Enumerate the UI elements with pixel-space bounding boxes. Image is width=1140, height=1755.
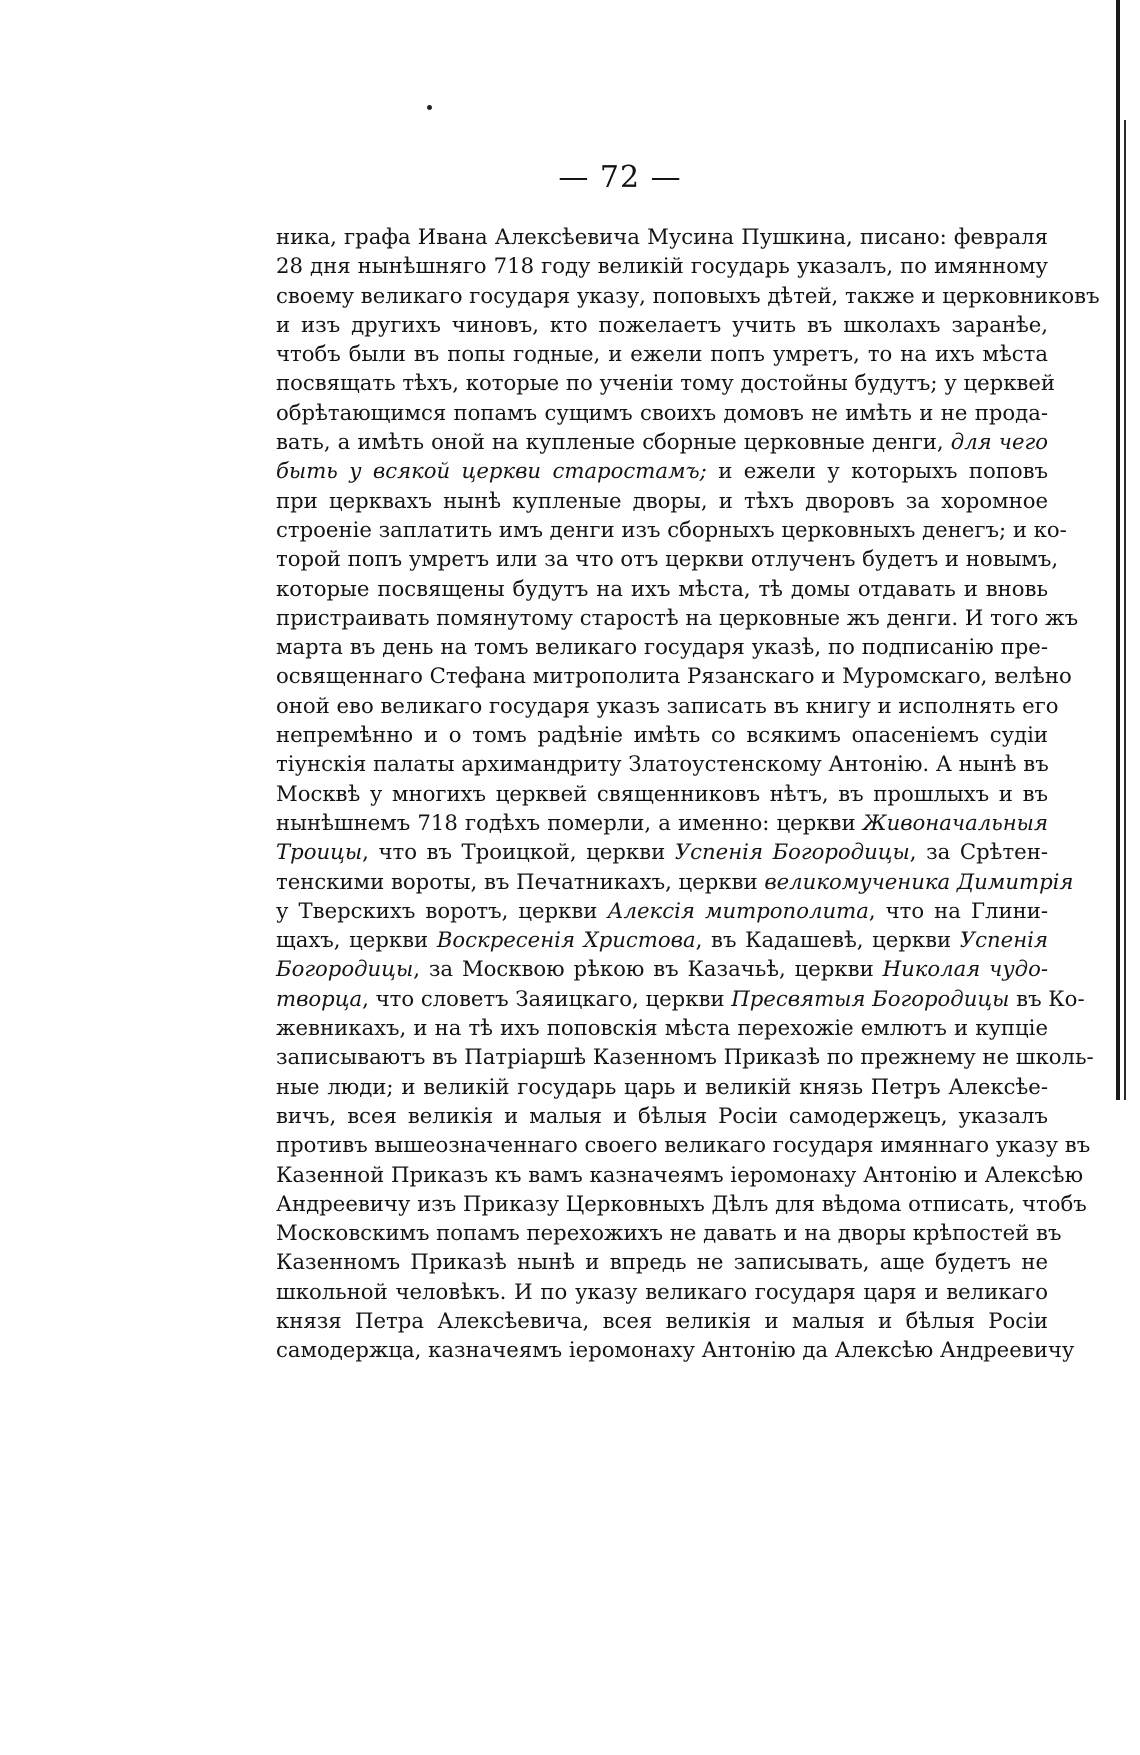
text-line: Москвѣ у многихъ церквей священниковъ нѣтъ, въ прошлыхъ и въ bbox=[276, 780, 1048, 806]
text-line bbox=[276, 925, 1048, 954]
italic-phrase: Воскресенія Христова bbox=[436, 927, 696, 953]
text-line: непремѣнно и о томъ радѣніе имѣть со всякимъ опасеніемъ судіи bbox=[276, 722, 1048, 748]
text-segment: , за Москвою рѣкою въ Казачьѣ, церкви bbox=[413, 956, 874, 982]
text-line: самодержца, казначеямъ іеромонаху Антонію да Алексѣю Андреевичу bbox=[276, 1337, 1075, 1363]
text-line: оной ево великаго государя указъ записать въ книгу и исполнять его bbox=[276, 692, 1059, 718]
print-speck bbox=[427, 105, 432, 110]
text-line: чтобъ были въ попы годные, и ежели попъ умретъ, то на ихъ мѣста bbox=[276, 341, 1048, 367]
text-segment: , что въ Троицкой, церкви bbox=[362, 839, 666, 865]
text-line bbox=[276, 837, 1048, 866]
text-segment: , что на Глини- bbox=[868, 897, 1048, 923]
text-segment: , въ Кадашевѣ, церкви bbox=[695, 927, 952, 953]
text-line: противъ вышеозначеннаго своего великаго государя имяннаго указу въ bbox=[276, 1132, 1091, 1158]
text-line: освященнаго Стефана митрополита Рязанскаго и Муромскаго, велѣно bbox=[276, 663, 1072, 689]
text-line: обрѣтающимся попамъ сущимъ своихъ домовъ не имѣть и не прода- bbox=[276, 399, 1048, 425]
text-line: записываютъ въ Патріаршѣ Казенномъ Приказѣ по прежнему не школь- bbox=[276, 1044, 1094, 1070]
text-line: пристраивать помянутому старостѣ на церковные жъ денги. И того жъ bbox=[276, 604, 1079, 630]
page-edge-line-secondary bbox=[1124, 120, 1126, 1100]
text-line: школьной человѣкъ. И по указу великаго государя царя и великаго bbox=[276, 1278, 1048, 1304]
text-line: своему великаго государя указу, поповыхъ дѣтей, также и церковниковъ bbox=[276, 282, 1100, 308]
text-segment: у Тверскихъ воротъ, церкви bbox=[276, 897, 598, 923]
text-segment: щахъ, церкви bbox=[276, 927, 429, 953]
text-segment: , за Срѣтен- bbox=[909, 839, 1049, 865]
text-line bbox=[276, 867, 1074, 896]
text-line: которые посвящены будутъ на ихъ мѣста, тѣ домы отдавать и вновь bbox=[276, 575, 1048, 601]
italic-phrase: Троицы bbox=[276, 839, 363, 865]
text-line: князя Петра Алексѣевича, всея великія и малыя и бѣлыя Росіи bbox=[276, 1307, 1048, 1333]
italic-phrase: творца bbox=[276, 985, 363, 1011]
text-line: при церквахъ нынѣ купленые дворы, и тѣхъ дворовъ за хоромное bbox=[276, 487, 1048, 513]
text-line: строеніе заплатить имъ денги изъ сборныхъ церковныхъ денегъ; и ко- bbox=[276, 516, 1067, 542]
text-line: вичъ, всея великія и малыя и бѣлыя Росіи самодержецъ, указалъ bbox=[276, 1102, 1048, 1128]
italic-phrase: Богородицы bbox=[276, 956, 414, 982]
text-line: торой попъ умретъ или за что отъ церкви отлученъ будетъ и новымъ, bbox=[276, 546, 1059, 572]
text-line: Казенномъ Приказѣ нынѣ и впредь не записывать, аще будетъ не bbox=[276, 1249, 1048, 1275]
italic-phrase: Успенія Богородицы bbox=[674, 839, 910, 865]
text-line bbox=[276, 984, 1085, 1013]
text-line bbox=[276, 427, 1048, 456]
text-segment: , что словетъ Заяицкаго, церкви bbox=[362, 985, 725, 1011]
text-line: Казенной Приказъ къ вамъ казначеямъ іеромонаху Антонію и Алексѣю bbox=[276, 1161, 1084, 1187]
italic-phrase: Пресвятыя Богородицы bbox=[731, 985, 1010, 1011]
italic-phrase: Успенія bbox=[959, 927, 1048, 953]
text-segment: въ Ко- bbox=[1009, 985, 1085, 1011]
text-segment: вать, а имѣть оной на купленые сборные церковные денги, bbox=[276, 429, 944, 455]
text-line: и изъ другихъ чиновъ, кто пожелаетъ учить въ школахъ заранѣе, bbox=[276, 311, 1048, 337]
text-line: 28 дня нынѣшняго 718 году великій государь указалъ, по имянному bbox=[276, 253, 1048, 279]
text-line: тіунскія палаты архимандриту Златоустенскому Антонію. А нынѣ въ bbox=[276, 751, 1049, 777]
text-line: марта въ день на томъ великаго государя указѣ, по подписанію пре- bbox=[276, 634, 1048, 660]
italic-phrase: Николая чудо- bbox=[882, 956, 1048, 982]
text-line bbox=[276, 896, 1048, 925]
text-segment: тенскими вороты, въ Печатникахъ, церкви bbox=[276, 868, 758, 894]
text-line bbox=[276, 456, 1048, 485]
text-segment: нынѣшнемъ 718 годѣхъ померли, а именно: церкви bbox=[276, 809, 856, 835]
text-line: посвящать тѣхъ, которые по ученіи тому достойны будутъ; у церквей bbox=[276, 370, 1056, 396]
text-segment: и ежели у которыхъ поповъ bbox=[718, 458, 1048, 484]
text-line: Московскимъ попамъ перехожихъ не давать и на дворы крѣпостей въ bbox=[276, 1220, 1062, 1246]
italic-phrase: для чего bbox=[950, 429, 1048, 455]
text-line: ные люди; и великій государь царь и великій князь Петръ Алексѣе- bbox=[276, 1073, 1048, 1099]
body-text bbox=[276, 222, 1100, 1365]
text-line: Андреевичу изъ Приказу Церковныхъ Дѣлъ для вѣдома отписать, чтобъ bbox=[276, 1190, 1087, 1216]
italic-phrase: Алексія митрополита bbox=[607, 897, 869, 923]
italic-phrase: быть у всякой церкви старостамъ; bbox=[276, 458, 707, 484]
text-line bbox=[276, 808, 1048, 837]
text-line: жевникахъ, и на тѣ ихъ поповскія мѣста перехожіе емлютъ и купціе bbox=[276, 1015, 1048, 1041]
page-number: — 72 — bbox=[558, 160, 682, 195]
text-line bbox=[276, 954, 1048, 983]
italic-phrase: Живоначальныя bbox=[862, 809, 1048, 835]
text-line: ника, графа Ивана Алексѣевича Мусина Пушкина, писано: февраля bbox=[276, 224, 1048, 249]
italic-phrase: великомученика Димитрія bbox=[764, 868, 1074, 894]
